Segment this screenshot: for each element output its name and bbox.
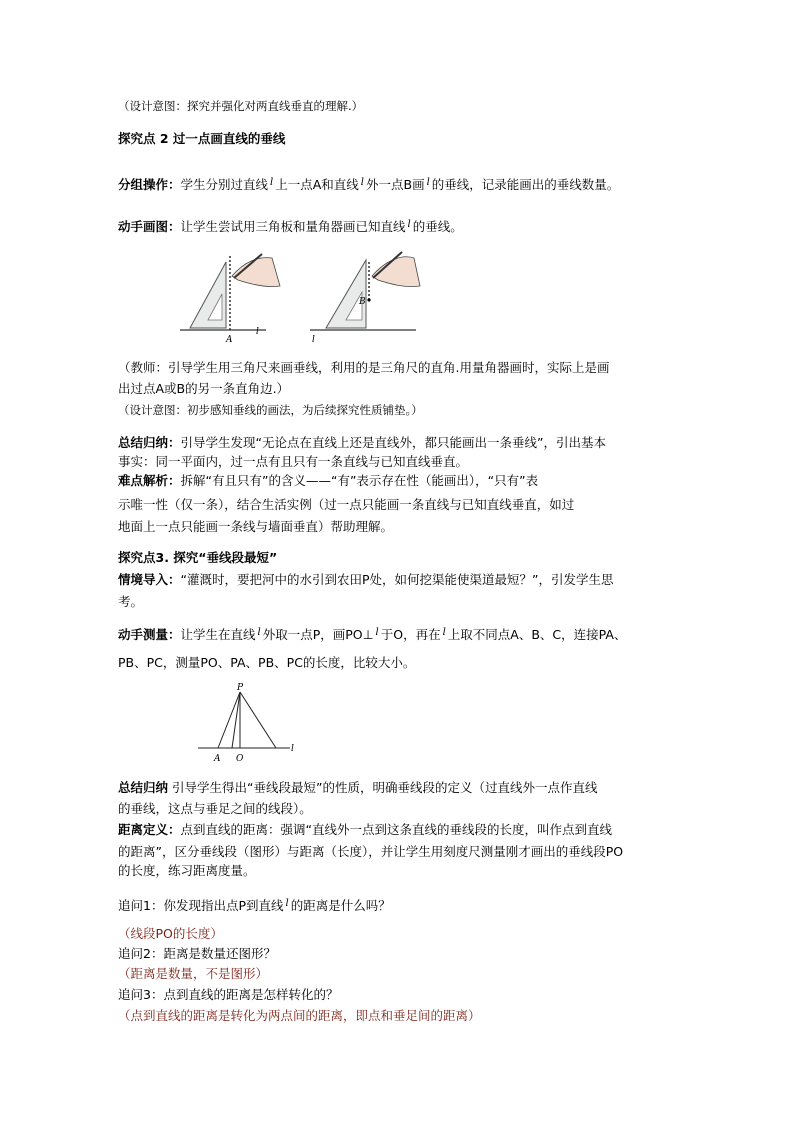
question-1: 追问1：你发现指出点P到直线 $^l$ 的距离是什么吗？ xyxy=(118,898,391,913)
difficulty-line-3: 地面上一点只能画一条线与墙面垂直）帮助理解。 xyxy=(118,519,394,534)
line-variable: l xyxy=(375,627,379,638)
scenario-line-2: 考。 xyxy=(118,594,144,609)
line-variable: l xyxy=(407,219,411,230)
line-variable: l xyxy=(426,177,430,188)
group-operation-label: 分组操作： xyxy=(118,177,181,192)
group-operation-paragraph xyxy=(118,172,619,195)
design-note-1: （设计意图：探究并强化对两直线垂直的理解.） xyxy=(118,99,364,113)
draw-text-b: 的垂线。 xyxy=(412,219,463,234)
summary-1-line-1: 总结归纳：引导学生发现“无论点在直线上还是直线外，都只能画出一条垂线”，引出基本 xyxy=(118,435,606,450)
summary-2-label: 总结归纳 xyxy=(118,780,169,795)
point-o-label: O xyxy=(236,754,244,764)
distance-def-line-2: 的距离”，区分垂线段（图形）与距离（长度），并让学生用刻度尺测量刚才画出的垂线段PO xyxy=(118,844,624,859)
difficulty-line-2: 示唯一性（仅一条），结合生活实例（过一点只能画一条直线与已知直线垂直，如过 xyxy=(118,497,575,512)
group-operation-text-b: 上一点A和直线 xyxy=(275,177,359,192)
difficulty-line-1: 难点解析：拆解“有且只有”的含义——“有”表示存在性（能画出），“只有”表 xyxy=(118,473,539,488)
group-operation-text-c: 外一点B画 xyxy=(366,177,425,192)
design-note-2: （设计意图：初步感知垂线的画法，为后续探究性质铺垫。） xyxy=(118,403,423,417)
line-l-label-right: l xyxy=(312,335,315,345)
question-3: 追问3：点到直线的距离是怎样转化的？ xyxy=(118,987,339,1002)
draw-label: 动手画图： xyxy=(118,219,181,234)
summary-1-line-2: 事实：同一平面内，过一点有且只有一条直线与已知直线垂直。 xyxy=(118,454,469,469)
answer-1: （线段PO的长度） xyxy=(118,926,223,941)
point-a-label: A xyxy=(226,335,233,345)
line-variable: l xyxy=(257,627,261,638)
point-a-label: A xyxy=(214,754,221,764)
measure-line-2: PB、PC，测量PO、PA、PB、PC的长度，比较大小。 xyxy=(118,655,416,670)
summary-2-line-1: 总结归纳 引导学生得出“垂线段最短”的性质，明确垂线段的定义（过直线外一点作直线 xyxy=(118,780,598,795)
group-operation-text-d: 的垂线，记录能画出的垂线数量。 xyxy=(431,177,620,192)
line-l-label-left: l xyxy=(256,327,259,337)
teacher-note-line-1: （教师：引导学生用三角尺来画垂线，利用的是三角尺的直角.用量角器画时，实际上是画 xyxy=(118,360,610,375)
draw-paragraph xyxy=(118,214,463,237)
line-variable: l xyxy=(285,898,289,909)
line-variable: l xyxy=(360,177,364,188)
draw-text-a: 让学生尝试用三角板和量角器画已知直线 xyxy=(180,219,406,234)
answer-3: （点到直线的距离是转化为两点间的距离，即点和垂足间的距离） xyxy=(118,1008,481,1023)
difficulty-label: 难点解析： xyxy=(118,473,181,488)
answer-2: （距离是数量，不是图形） xyxy=(118,966,269,981)
drawing-on-line-diagram xyxy=(180,254,280,345)
measure-label: 动手测量： xyxy=(118,627,181,642)
distance-def-line-3: 的长度，练习距离度量。 xyxy=(118,863,256,878)
point-b-label: B xyxy=(359,297,366,307)
set-square-drawing-figure xyxy=(176,246,436,346)
section-2-title: 探究点 2 过一点画直线的垂线 xyxy=(118,131,286,146)
line-l-label: l xyxy=(291,744,294,754)
line-variable: l xyxy=(442,627,446,638)
question-2: 追问2：距离是数量还图形？ xyxy=(118,946,276,961)
summary-2-line-2: 的垂线，这点与垂足之间的线段）。 xyxy=(118,801,312,816)
teacher-note-line-2: 出过点A或B的另一条直角边.） xyxy=(118,381,290,396)
summary-1-label: 总结归纳： xyxy=(118,435,181,450)
distance-def-label: 距离定义： xyxy=(118,822,181,837)
group-operation-text-a: 学生分别过直线 xyxy=(180,177,269,192)
section-3-title: 探究点3. 探究“垂线段最短” xyxy=(118,550,278,565)
point-p-label: P xyxy=(237,683,244,693)
perpendicular-segment-figure xyxy=(196,682,300,768)
measure-line-1: 动手测量：让学生在直线 $^l$ 外取一点P，画PO⊥ $^l$ 于O，再在 $^l$ 上取不同点A、B、C，连接PA、 xyxy=(118,627,627,642)
distance-def-line-1: 距离定义：点到直线的距离：强调“直线外一点到这条直线的垂线段的长度，叫作点到直线 xyxy=(118,822,612,837)
scenario-line-1: 情境导入：“灌溉时，要把河中的水引到农田P处，如何挖渠能使渠道最短？”，引发学生思 xyxy=(118,572,614,587)
drawing-off-line-diagram xyxy=(310,252,420,345)
line-variable: l xyxy=(270,177,274,188)
scenario-label: 情境导入： xyxy=(118,572,181,587)
